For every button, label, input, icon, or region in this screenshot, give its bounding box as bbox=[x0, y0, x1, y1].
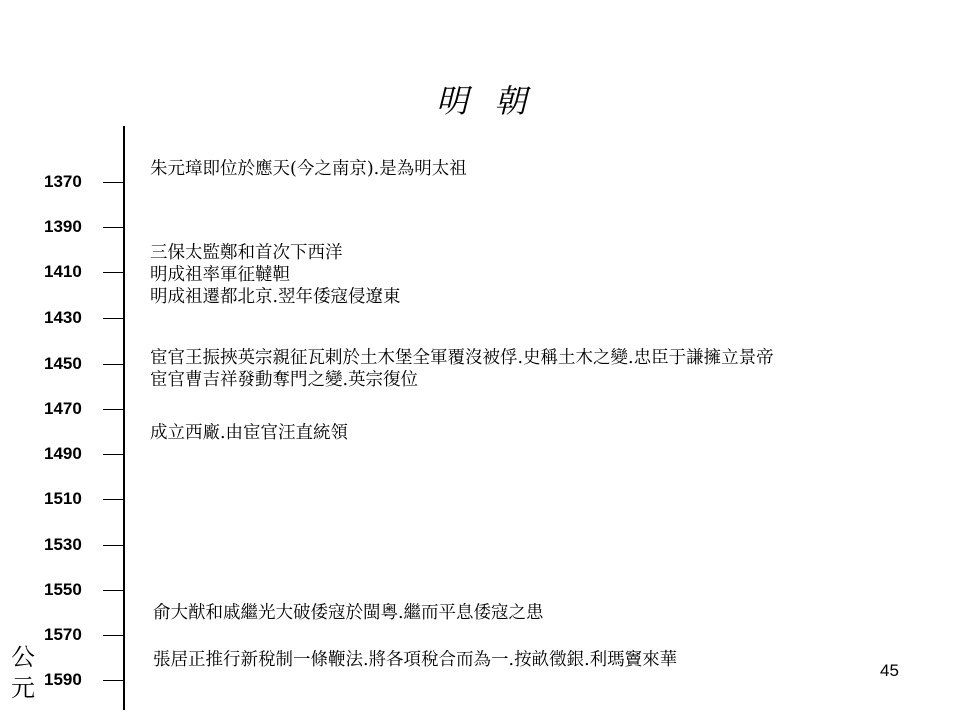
event-text: 三保太監鄭和首次下西洋 bbox=[150, 243, 343, 263]
year-label: 1370 bbox=[44, 172, 82, 191]
year-label: 1510 bbox=[44, 489, 82, 508]
tick-1550 bbox=[103, 590, 123, 591]
axis-unit-label: 元 bbox=[11, 674, 35, 702]
tick-1490 bbox=[103, 454, 123, 455]
tick-1390 bbox=[103, 227, 123, 228]
year-label: 1410 bbox=[44, 262, 82, 281]
year-label: 1550 bbox=[44, 580, 82, 599]
year-label: 1430 bbox=[44, 308, 82, 327]
year-label: 1570 bbox=[44, 625, 82, 644]
year-label: 1470 bbox=[44, 399, 82, 418]
year-label: 1530 bbox=[44, 535, 82, 554]
event-text: 朱元璋即位於應天(今之南京).是為明太祖 bbox=[150, 159, 467, 179]
year-label: 1450 bbox=[44, 354, 82, 373]
tick-1410 bbox=[103, 272, 123, 273]
event-text: 張居正推行新稅制一條鞭法.將各項稅合而為一.按畝徵銀.利瑪竇來華 bbox=[153, 650, 678, 670]
tick-1510 bbox=[103, 499, 123, 500]
timeline-axis bbox=[123, 126, 125, 710]
tick-1590 bbox=[103, 680, 123, 681]
year-label: 1390 bbox=[44, 217, 82, 236]
tick-1570 bbox=[103, 635, 123, 636]
page-number: 45 bbox=[880, 661, 899, 680]
tick-1370 bbox=[103, 182, 123, 183]
slide-title: 明 朝 bbox=[436, 82, 529, 120]
year-label: 1590 bbox=[44, 670, 82, 689]
tick-1470 bbox=[103, 409, 123, 410]
event-text: 宦官王振挾英宗親征瓦剌於土木堡全軍覆沒被俘.史稱土木之變.忠臣于謙擁立景帝 bbox=[150, 348, 774, 368]
event-text: 宦官曹吉祥發動奪門之變.英宗復位 bbox=[150, 370, 419, 390]
axis-unit-label: 公 bbox=[11, 643, 35, 671]
event-text: 明成祖遷都北京.翌年倭寇侵遼東 bbox=[150, 287, 401, 307]
year-label: 1490 bbox=[44, 444, 82, 463]
event-text: 俞大猷和戚繼光大破倭寇於閩粵.繼而平息倭寇之患 bbox=[153, 603, 544, 623]
tick-1530 bbox=[103, 545, 123, 546]
tick-1430 bbox=[103, 318, 123, 319]
tick-1450 bbox=[103, 364, 123, 365]
event-text: 成立西廠.由宦官汪直統領 bbox=[150, 423, 349, 443]
event-text: 明成祖率軍征韃靼 bbox=[150, 265, 290, 285]
